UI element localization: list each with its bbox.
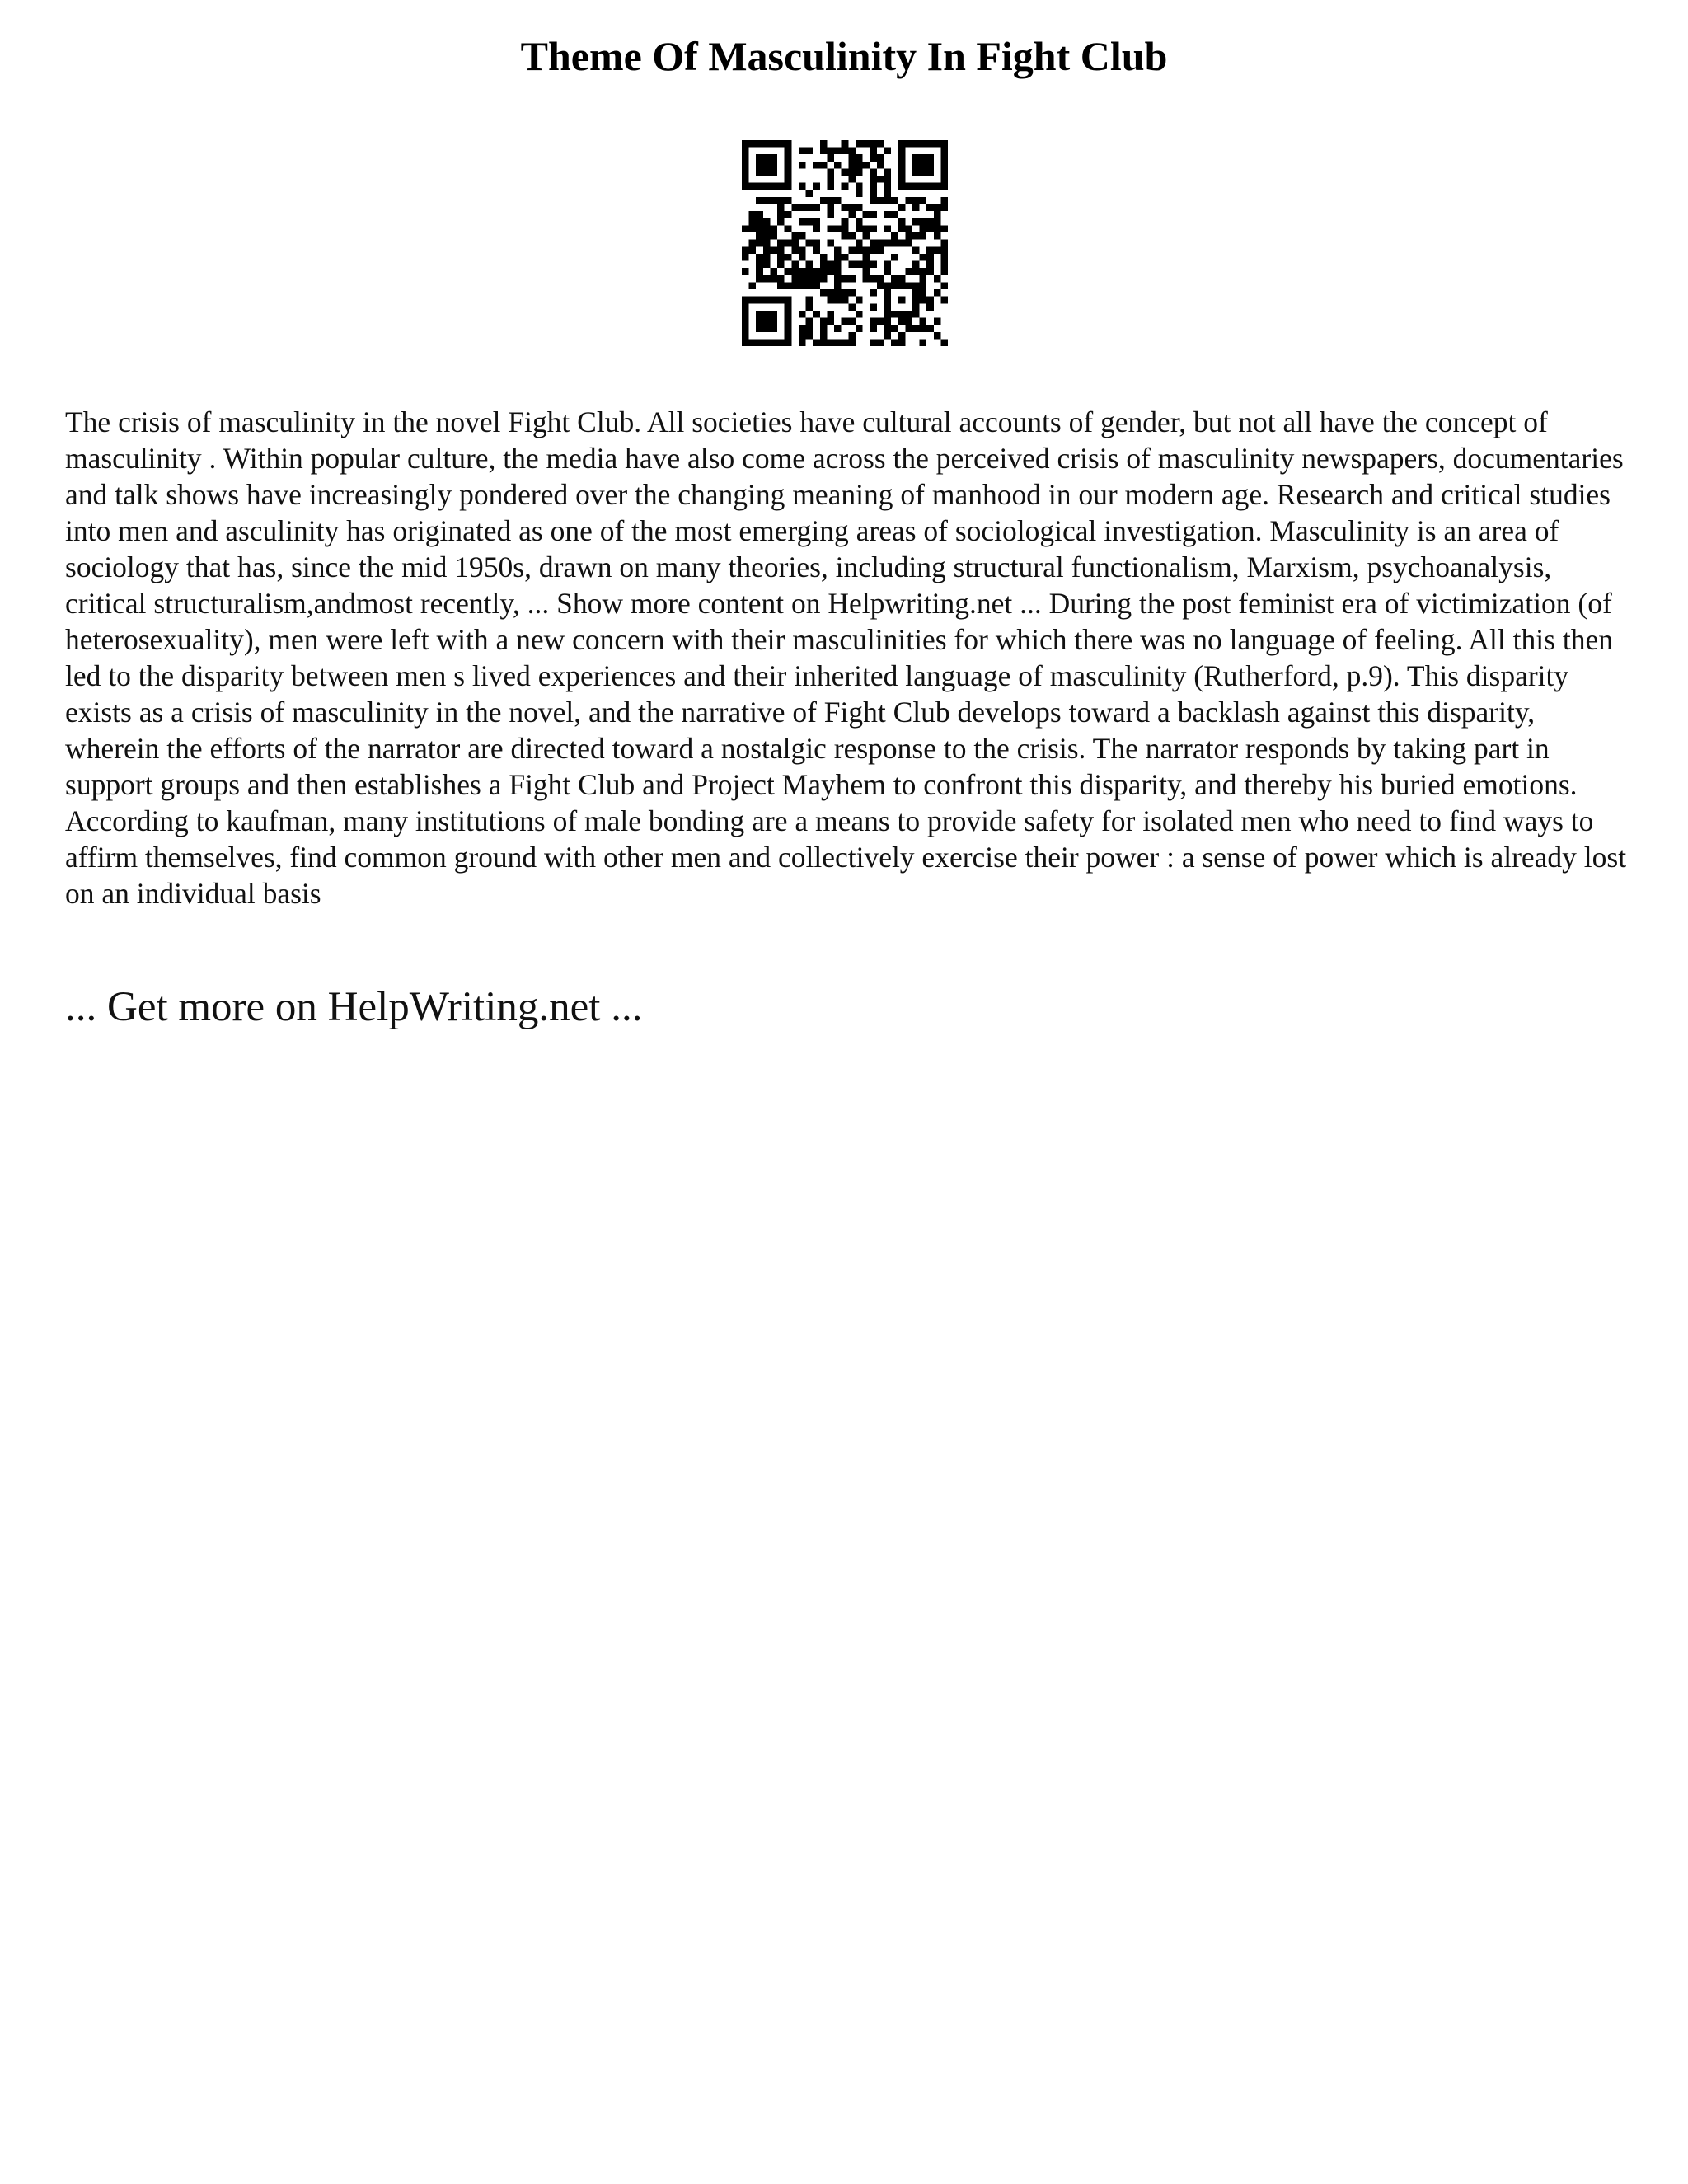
qr-code-graphic [742,140,948,346]
essay-body-text: The crisis of masculinity in the novel Fight Club. All societies have cultural accounts of gender, but not all have the concept of masculinity . Within popular culture, the media have also come across the perceived crisis of masculinity newspapers, documentaries and talk shows have increasingly pondered over the changing meaning of manhood in our modern age. Research and critical studies into men and asculinity has originated as one of the most emerging areas of sociological investigation. Masculinity is an area of sociology that has, since the mid 1950s, drawn on many theories, including structural functionalism, Marxism, psychoanalysis, critical structuralism,andmost recently, ... Show more content on Helpwriting.net ... During the post feminist era of victimization (of heterosexuality), men were left with a new concern with their masculinities for which there was no language of feeling. All this then led to the disparity between men s lived experiences and their inherited language of masculinity (Rutherford, p.9). This disparity exists as a crisis of masculinity in the novel, and the narrative of Fight Club develops toward a backlash against this disparity, wherein the efforts of the narrator are directed toward a nostalgic response to the crisis. The narrator responds by taking part in support groups and then establishes a Fight Club and Project Mayhem to confront this disparity, and thereby his buried emotions. According to kaufman, many institutions of male bonding are a means to provide safety for isolated men who need to find ways to affirm themselves, find common ground with other men and collectively exercise their power : a sense of power which is already lost on an individual basis [65,405,1627,910]
get-more-link[interactable]: ... Get more on HelpWriting.net ... [65,984,643,1030]
qr-code-icon [742,140,948,346]
page-title: Theme Of Masculinity In Fight Club [520,33,1168,79]
